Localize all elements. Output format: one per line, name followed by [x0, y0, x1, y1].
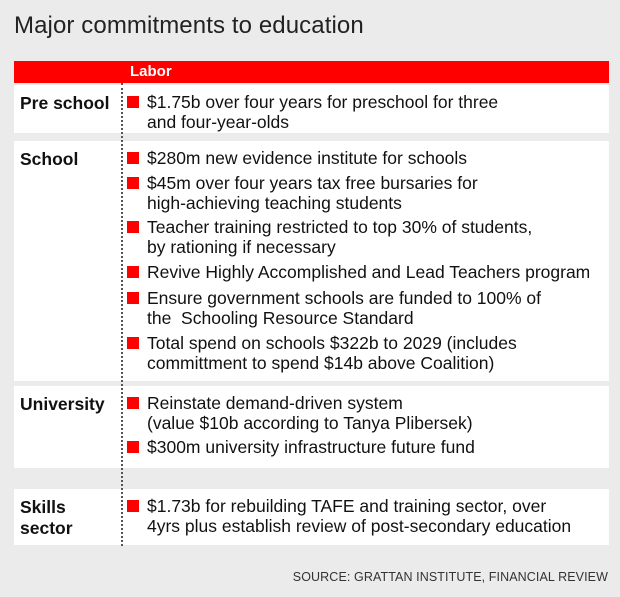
item-text: Reinstate demand-driven system (value $10b according to Tanya Plibersek): [147, 393, 473, 433]
list-item: [127, 173, 478, 213]
list-item: [127, 393, 473, 433]
table-row-pre-school: [14, 85, 609, 133]
list-item: [127, 148, 467, 168]
item-text: Teacher training restricted to top 30% of students, by rationing if necessary: [147, 217, 533, 257]
item-text: $1.73b for rebuilding TAFE and training sector, over 4yrs plus establish review of post-secondary education: [147, 496, 572, 536]
page-title: Major commitments to education: [14, 12, 364, 39]
red-square-bullet-icon: [127, 292, 139, 304]
item-text: Ensure government schools are funded to 100% of the Schooling Resource Standard: [147, 288, 541, 328]
red-square-bullet-icon: [127, 221, 139, 233]
table-row-school: [14, 141, 609, 381]
list-item: [127, 262, 590, 282]
column-divider: [121, 83, 123, 546]
red-square-bullet-icon: [127, 266, 139, 278]
list-item: [127, 496, 571, 536]
list-item: [127, 437, 475, 457]
red-square-bullet-icon: [127, 397, 139, 409]
source-credit: SOURCE: GRATTAN INSTITUTE, FINANCIAL REVIEW: [292, 570, 608, 584]
item-text: Total spend on schools $322b to 2029 (includes committment to spend $14b above Coalition): [147, 333, 517, 373]
item-text: $300m university infrastructure future fund: [147, 437, 475, 457]
red-square-bullet-icon: [127, 441, 139, 453]
red-square-bullet-icon: [127, 337, 139, 349]
list-item: [127, 217, 532, 257]
list-item: [127, 333, 517, 373]
row-label: Pre school: [20, 93, 110, 113]
item-text: $280m new evidence institute for schools: [147, 148, 468, 168]
table-row-university: [14, 386, 609, 468]
table-header: [14, 61, 609, 83]
row-label: Skills sector: [20, 497, 73, 538]
row-label: University: [20, 394, 105, 414]
item-text: Revive Highly Accomplished and Lead Teachers program: [147, 262, 591, 282]
list-item: [127, 288, 541, 328]
item-text: $45m over four years tax free bursaries for high-achieving teaching students: [147, 173, 478, 213]
column-header-labor: Labor: [130, 63, 172, 80]
list-item: [127, 92, 498, 132]
table-row-skills-sector: [14, 489, 609, 545]
row-label: School: [20, 149, 79, 169]
red-square-bullet-icon: [127, 177, 139, 189]
red-square-bullet-icon: [127, 152, 139, 164]
item-text: $1.75b over four years for preschool for three and four-year-olds: [147, 92, 499, 132]
red-square-bullet-icon: [127, 500, 139, 512]
red-square-bullet-icon: [127, 96, 139, 108]
